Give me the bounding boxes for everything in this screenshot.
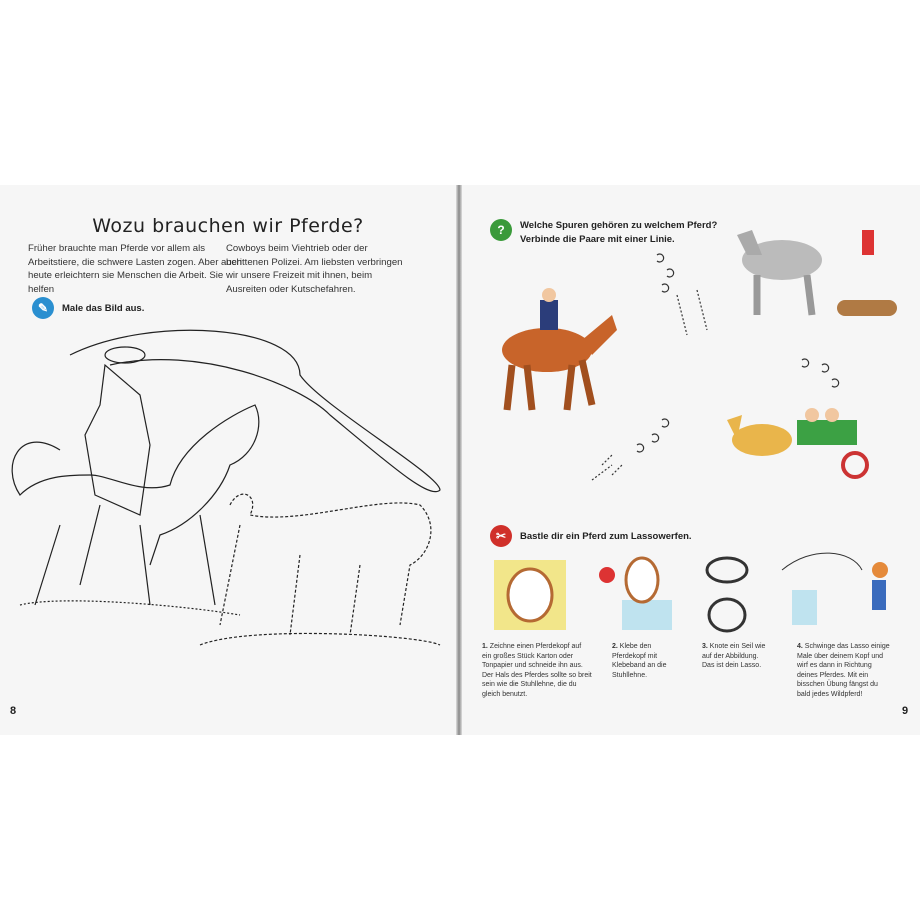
pony-cart-icon: [727, 408, 867, 477]
step-2: 2. Klebe den Pferdekopf mit Klebeband an die Stuhllehne.: [612, 643, 667, 679]
lasso-icon: [707, 558, 747, 582]
horse-illustrations: [462, 215, 920, 515]
right-page: [462, 185, 920, 735]
child-icon: [872, 580, 886, 610]
question-icon: ?: [490, 219, 512, 241]
task-label: Male das Bild aus.: [62, 302, 145, 314]
intro-text-col1: Früher brauchte man Pferde vor allem als Arbeitstiere, die schwere Lasten zogen. Aber auch heute erleichtern sie Menschen die Arbeit. Sie helfen: [28, 243, 242, 295]
police-horse-icon: [502, 288, 617, 410]
task-line-2: Verbinde die Paare mit einer Linie.: [520, 234, 675, 245]
craft-task: [490, 525, 692, 547]
left-page: [0, 185, 456, 735]
task-line-1: Welche Spuren gehören zu welchem Pferd?: [520, 220, 718, 231]
page-title: Wozu brauchen wir Pferde?: [92, 215, 364, 237]
draft-horse-icon: [737, 230, 897, 316]
craft-steps-illustrations: [462, 550, 920, 640]
task-label: Bastle dir ein Pferd zum Lassowerfen.: [520, 530, 692, 542]
paintbrush-icon: ✎: [32, 297, 54, 319]
step-3: 3. Knote ein Seil wie auf der Abbildung. Das ist dein Lasso.: [702, 643, 766, 669]
scissors-icon: ✂: [490, 525, 512, 547]
page-number: 8: [10, 705, 17, 717]
page-number: 9: [902, 705, 909, 717]
step-4: 4. Schwinge das Lasso einige Male über deinem Kopf und wirf es dann in Richtung deines Pferdes. Mit ein bisschen Übung fängst du bald jedes Wildpferd!: [797, 643, 890, 698]
cowboy-coloring-illustration: [0, 325, 456, 695]
hoofprint-tracks: [592, 254, 839, 480]
chair-icon: [792, 590, 817, 625]
step-1: 1. Zeichne einen Pferdekopf auf ein großes Stück Karton oder Tonpapier und schneide ihn aus. Der Hals des Pferdes sollte so breit sein wie die Stuhllehne, die du gleich benutzt.: [482, 643, 592, 698]
coloring-task: [32, 297, 144, 319]
chair-icon: [622, 600, 672, 630]
intro-text-col2: Cowboys beim Viehtrieb oder der berittenen Polizei. Am liebsten verbringen wir unsere Freizeit mit ihnen, beim Ausreiten oder Kutschefahren.: [226, 243, 403, 295]
